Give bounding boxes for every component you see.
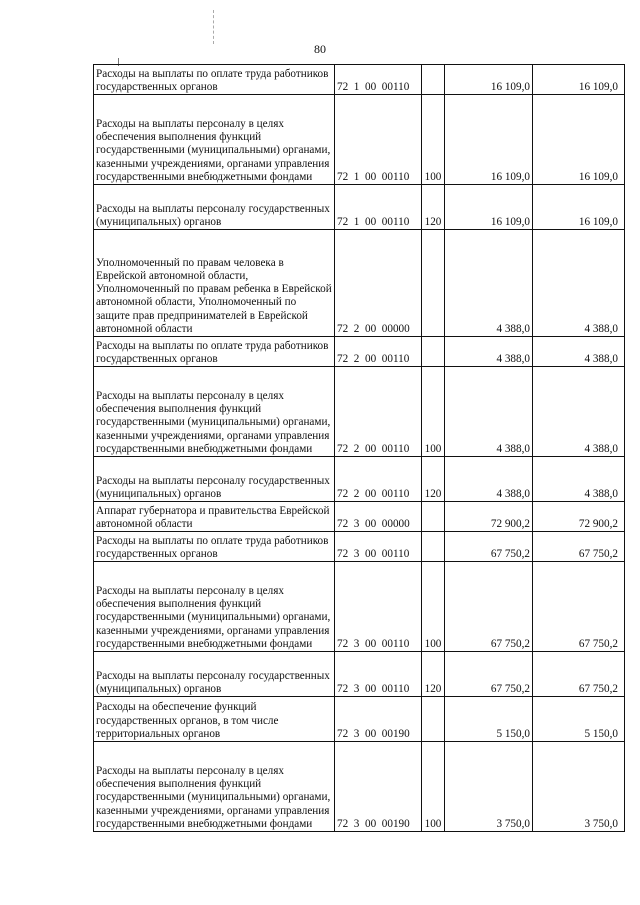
row-amount-1-cell: 16 109,0 xyxy=(445,65,533,95)
row-name-cell: Аппарат губернатора и правительства Еврейской автономной области xyxy=(94,502,335,532)
row-amount-2-cell: 4 388,0 xyxy=(533,457,625,502)
row-amount-1-cell: 5 150,0 xyxy=(445,697,533,742)
row-amount-2-cell: 67 750,2 xyxy=(533,562,625,652)
row-amount-1-cell: 72 900,2 xyxy=(445,502,533,532)
row-name-cell: Уполномоченный по правам человека в Еврейской автономной области, Уполномоченный по правам ребенка в Еврейской автономной области, Уполномоченный по защите прав предпринимателей в Еврейской автономной области xyxy=(94,230,335,337)
row-expense-type-cell: 100 xyxy=(422,562,445,652)
row-code-cell: 72 2 00 00000 xyxy=(335,230,422,337)
table-row xyxy=(94,562,625,652)
table-row xyxy=(94,65,625,95)
row-name-cell: Расходы на выплаты по оплате труда работников государственных органов xyxy=(94,337,335,367)
row-expense-type-cell xyxy=(422,502,445,532)
row-code-cell: 72 3 00 00110 xyxy=(335,532,422,562)
row-amount-2-cell: 4 388,0 xyxy=(533,367,625,457)
row-code-cell: 72 1 00 00110 xyxy=(335,65,422,95)
row-name-cell: Расходы на выплаты персоналу в целях обеспечения выполнения функций государственными (муниципальными) органами, казенными учреждениями, органами управления государственными внебюджетными фондами xyxy=(94,562,335,652)
row-amount-2-cell: 5 150,0 xyxy=(533,697,625,742)
row-amount-1-cell: 4 388,0 xyxy=(445,337,533,367)
row-expense-type-cell xyxy=(422,337,445,367)
row-code-cell: 72 2 00 00110 xyxy=(335,457,422,502)
row-name-cell: Расходы на выплаты по оплате труда работников государственных органов xyxy=(94,65,335,95)
row-name-cell: Расходы на выплаты персоналу в целях обеспечения выполнения функций государственными (муниципальными) органами, казенными учреждениями, органами управления государственными внебюджетными фондами xyxy=(94,742,335,832)
table-row xyxy=(94,367,625,457)
row-amount-1-cell: 4 388,0 xyxy=(445,457,533,502)
row-amount-2-cell: 16 109,0 xyxy=(533,95,625,185)
row-expense-type-cell: 100 xyxy=(422,95,445,185)
row-amount-1-cell: 3 750,0 xyxy=(445,742,533,832)
table-row xyxy=(94,742,625,832)
table-row xyxy=(94,532,625,562)
row-code-cell: 72 3 00 00190 xyxy=(335,742,422,832)
binding-mark xyxy=(213,10,215,44)
row-name-cell: Расходы на выплаты персоналу государственных (муниципальных) органов xyxy=(94,457,335,502)
row-expense-type-cell: 100 xyxy=(422,742,445,832)
row-expense-type-cell xyxy=(422,65,445,95)
row-code-cell: 72 3 00 00000 xyxy=(335,502,422,532)
row-code-cell: 72 3 00 00110 xyxy=(335,652,422,697)
row-code-cell: 72 3 00 00190 xyxy=(335,697,422,742)
row-amount-1-cell: 67 750,2 xyxy=(445,562,533,652)
row-amount-2-cell: 67 750,2 xyxy=(533,652,625,697)
table-row xyxy=(94,502,625,532)
row-amount-2-cell: 4 388,0 xyxy=(533,230,625,337)
table-row xyxy=(94,652,625,697)
row-name-cell: Расходы на выплаты персоналу в целях обеспечения выполнения функций государственными (муниципальными) органами, казенными учреждениями, органами управления государственными внебюджетными фондами xyxy=(94,367,335,457)
row-name-cell: Расходы на обеспечение функций государственных органов, в том числе территориальных органов xyxy=(94,697,335,742)
row-expense-type-cell xyxy=(422,532,445,562)
row-expense-type-cell: 120 xyxy=(422,652,445,697)
table-row xyxy=(94,337,625,367)
row-amount-1-cell: 16 109,0 xyxy=(445,185,533,230)
row-amount-1-cell: 16 109,0 xyxy=(445,95,533,185)
row-amount-1-cell: 67 750,2 xyxy=(445,532,533,562)
row-name-cell: Расходы на выплаты персоналу в целях обеспечения выполнения функций государственными (муниципальными) органами, казенными учреждениями, органами управления государственными внебюджетными фондами xyxy=(94,95,335,185)
row-expense-type-cell: 120 xyxy=(422,185,445,230)
table-row xyxy=(94,697,625,742)
page-number: 80 xyxy=(314,42,326,56)
row-amount-2-cell: 67 750,2 xyxy=(533,532,625,562)
table-row xyxy=(94,230,625,337)
row-amount-1-cell: 4 388,0 xyxy=(445,367,533,457)
row-name-cell: Расходы на выплаты персоналу государственных (муниципальных) органов xyxy=(94,185,335,230)
row-code-cell: 72 1 00 00110 xyxy=(335,95,422,185)
row-code-cell: 72 2 00 00110 xyxy=(335,367,422,457)
row-expense-type-cell xyxy=(422,697,445,742)
row-amount-2-cell: 3 750,0 xyxy=(533,742,625,832)
row-amount-1-cell: 4 388,0 xyxy=(445,230,533,337)
row-expense-type-cell: 120 xyxy=(422,457,445,502)
row-code-cell: 72 3 00 00110 xyxy=(335,562,422,652)
row-expense-type-cell xyxy=(422,230,445,337)
budget-table-body xyxy=(94,65,625,832)
budget-table xyxy=(93,64,625,832)
row-amount-1-cell: 67 750,2 xyxy=(445,652,533,697)
row-code-cell: 72 1 00 00110 xyxy=(335,185,422,230)
table-row xyxy=(94,185,625,230)
row-amount-2-cell: 72 900,2 xyxy=(533,502,625,532)
table-row xyxy=(94,457,625,502)
row-name-cell: Расходы на выплаты по оплате труда работников государственных органов xyxy=(94,532,335,562)
row-amount-2-cell: 16 109,0 xyxy=(533,65,625,95)
row-code-cell: 72 2 00 00110 xyxy=(335,337,422,367)
row-amount-2-cell: 4 388,0 xyxy=(533,337,625,367)
table-row xyxy=(94,95,625,185)
row-expense-type-cell: 100 xyxy=(422,367,445,457)
row-name-cell: Расходы на выплаты персоналу государственных (муниципальных) органов xyxy=(94,652,335,697)
row-amount-2-cell: 16 109,0 xyxy=(533,185,625,230)
